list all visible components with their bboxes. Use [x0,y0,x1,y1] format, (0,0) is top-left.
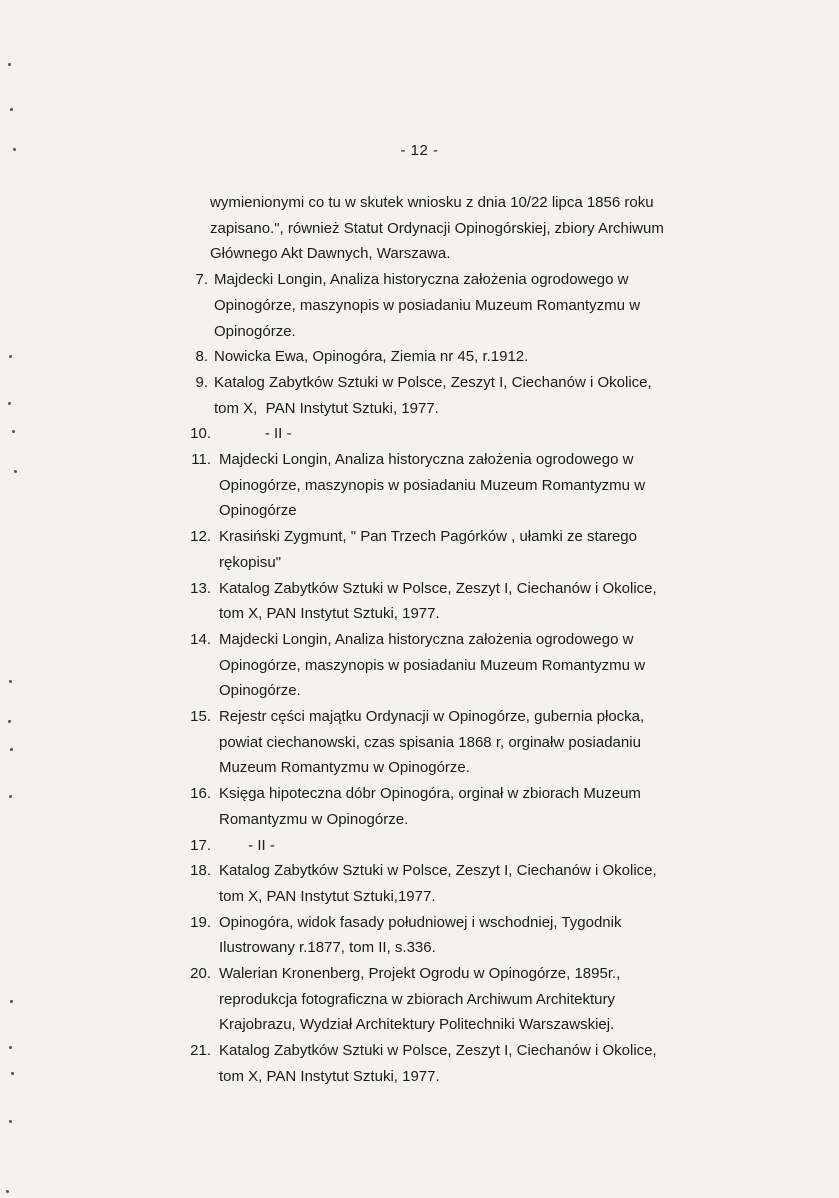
scan-speck [14,470,17,473]
footnote-number: 21. [190,1042,211,1060]
footnote-line: reprodukcja fotograficzna w zbiorach Archiwum Architektury [219,990,616,1008]
footnote-text [219,627,699,704]
footnote-line: Katalog Zabytków Sztuki w Polsce, Zeszyt I, Ciechanów i Okolice, [219,579,657,597]
footnote-text [219,1038,699,1089]
footnote-number: 18. [190,862,211,880]
footnote-line: Majdecki Longin, Analiza historyczna założenia ogrodowego w [219,630,634,648]
footnote-line: Katalog Zabytków Sztuki w Polsce, Zeszyt I, Ciechanów i Okolice, [219,1042,657,1060]
footnote-text [219,910,699,961]
footnote-text [219,576,699,627]
footnote-line: Walerian Kronenberg, Projekt Ogrodu w Opinogórze, 1895r., [219,965,621,982]
footnote-line: tom X, PAN Instytut Sztuki, 1977. [219,605,440,623]
footnote-line: Opinogórze. [219,682,301,700]
footnote-line: Krajobrazu, Wydział Architektury Politechniki Warszawskiej. [219,1016,615,1034]
scan-speck [9,1120,12,1123]
scan-speck [9,1046,12,1049]
footnote-line: rękopisu" [219,553,282,571]
scan-speck [10,108,13,111]
footnote-line: Ilustrowany r.1877, tom II, s.336. [219,939,436,957]
scan-speck [10,1000,13,1003]
footnote-text [214,370,694,421]
footnote-line: Krasiński Zygmunt, " Pan Trzech Pagórków , ułamki ze starego [219,528,637,546]
footnote-line: Księga hipoteczna dóbr Opinogóra, orginał w zbiorach Muzeum [219,785,641,803]
continuation-line: Głównego Akt Dawnych, Warszawa. [210,245,451,263]
footnote-number: 14. [190,630,211,648]
footnote-number: 16. [190,785,211,803]
footnote-number: 12. [190,528,211,546]
footnote-text [219,704,699,781]
footnote-line: Muzeum Romantyzmu w Opinogórze. [219,759,470,777]
scan-speck [8,720,11,723]
scan-speck [6,1190,9,1193]
footnote-line: Rejestr cęści majątku Ordynacji w Opinogórze, gubernia płocka, [219,708,645,725]
page-number: - 12 - [400,142,439,159]
continuation-text [210,190,710,267]
footnote-line: Majdecki Longin, Analiza historyczna założenia ogrodowego w [219,451,634,468]
footnote-number: 11. [191,451,211,468]
footnote-line: - II - [219,425,292,443]
footnote-line: - II - [219,836,275,854]
scan-speck [9,680,12,683]
footnote-number: 19. [190,913,211,931]
footnote-line: Nowicka Ewa, Opinogóra, Ziemia nr 45, r.1912. [214,348,529,366]
continuation-line: wymienionymi co tu w skutek wniosku z dnia 10/22 lipca 1856 roku [210,194,654,211]
footnote-line: Romantyzmu w Opinogórze. [219,810,409,828]
footnote-number: 20. [190,965,211,982]
footnote-line: powiat ciechanowski, czas spisania 1868 r, orginałw posiadaniu [219,733,641,751]
scan-speck [9,795,12,798]
scan-speck [8,63,11,66]
footnote-text [219,421,699,447]
footnote-number: 9. [195,373,208,391]
footnote-number: 17. [190,836,211,854]
scan-speck [9,355,12,358]
footnote-text [214,267,694,344]
scan-speck [10,748,13,751]
footnote-line: tom X, PAN Instytut Sztuki,1977. [219,887,436,905]
scan-speck [12,430,15,433]
continuation-line: zapisano.", również Statut Ordynacji Opinogórskiej, zbiory Archiwum [210,219,664,237]
scan-speck [11,1072,14,1075]
footnote-line: tom X, PAN Instytut Sztuki, 1977. [214,399,439,417]
footnote-line: Opinogóra, widok fasady południowej i wschodniej, Tygodnik [219,913,622,931]
footnote-line: Opinogórze [219,502,297,520]
footnote-number: 10. [190,425,211,443]
footnote-text [219,833,699,859]
footnote-line: Majdecki Longin, Analiza historyczna założenia ogrodowego w [214,271,629,289]
footnote-line: Katalog Zabytków Sztuki w Polsce, Zeszyt I, Ciechanów i Okolice, [214,373,652,391]
footnote-number: 15. [190,708,211,725]
footnote-line: Katalog Zabytków Sztuki w Polsce, Zeszyt I, Ciechanów i Okolice, [219,862,657,880]
footnote-line: Opinogórze, maszynopis w posiadaniu Muzeum Romantyzmu w [219,656,646,674]
footnote-line: Opinogórze. [214,322,296,340]
footnote-text [219,781,699,832]
footnote-line: Opinogórze, maszynopis w posiadaniu Muzeum Romantyzmu w [214,296,641,314]
footnote-number: 7. [195,271,208,289]
scan-speck [8,402,11,405]
scan-speck [13,148,16,151]
footnote-text [219,524,699,575]
footnote-line: Opinogórze, maszynopis w posiadaniu Muzeum Romantyzmu w [219,476,646,494]
footnote-text [214,344,694,370]
footnote-number: 8. [195,348,208,366]
footnote-text [219,858,699,909]
footnote-text [219,447,699,524]
footnote-number: 13. [190,579,211,597]
footnote-line: tom X, PAN Instytut Sztuki, 1977. [219,1067,440,1085]
footnote-text [219,961,699,1038]
